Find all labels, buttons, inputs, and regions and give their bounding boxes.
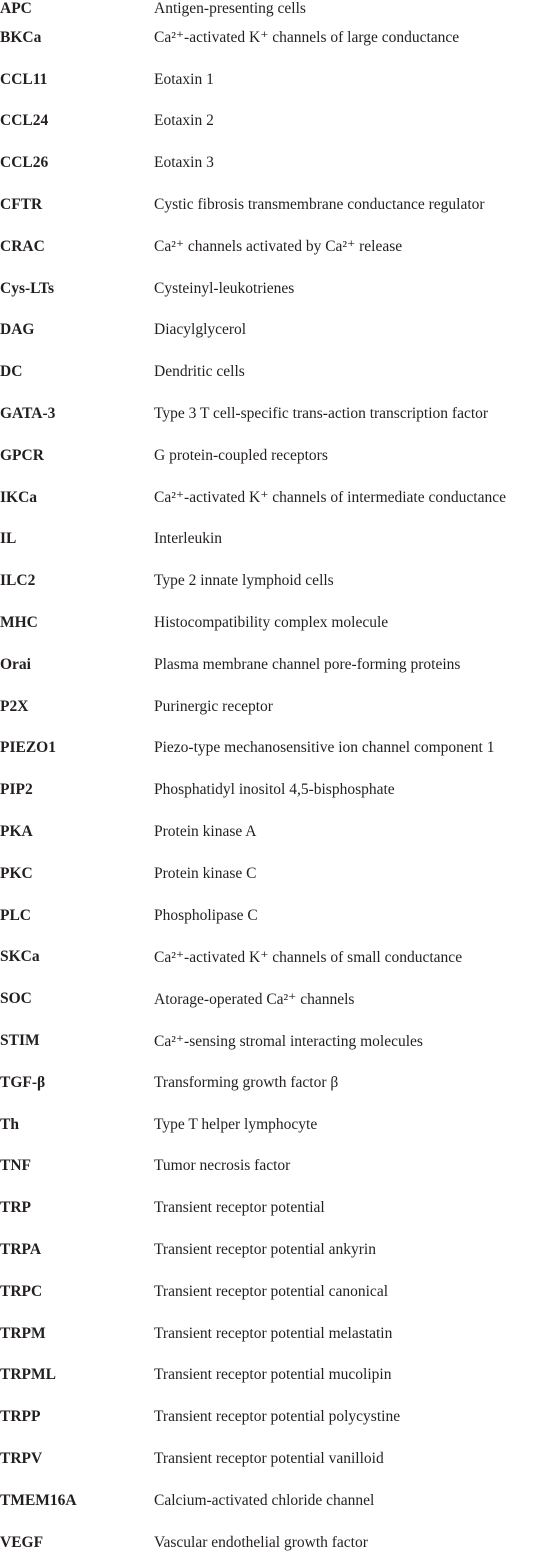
abbreviation: P2X: [0, 697, 29, 715]
abbreviation: IKCa: [0, 488, 38, 506]
table-row: [0, 1062, 558, 1104]
table-row: [0, 1313, 558, 1355]
abbreviation: TRPC: [0, 1282, 43, 1300]
definition: Plasma membrane channel pore-forming proteins: [154, 655, 461, 673]
table-row: [0, 0, 558, 17]
abbreviation: MHC: [0, 614, 38, 632]
abbreviation: PKC: [0, 864, 33, 882]
abbreviation: PLC: [0, 906, 31, 924]
abbreviation: TRPM: [0, 1324, 46, 1342]
table-row: [0, 351, 558, 393]
abbreviation: DC: [0, 363, 23, 381]
table-row: [0, 435, 558, 477]
definition: Ca²⁺-activated K⁺ channels of large conductance: [154, 29, 460, 47]
abbreviation: SOC: [0, 990, 32, 1008]
abbreviation: PKA: [0, 823, 33, 841]
definition: Histocompatibility complex molecule: [154, 614, 389, 632]
abbreviation: CFTR: [0, 196, 43, 214]
definition: Type 3 T cell-specific trans-action transcription factor: [154, 405, 489, 423]
abbreviation: TRPP: [0, 1408, 41, 1426]
table-row: [0, 226, 558, 268]
abbreviation: DAG: [0, 321, 35, 339]
table-row: [0, 1271, 558, 1313]
definition: Ca²⁺-sensing stromal interacting molecules: [154, 1032, 423, 1050]
definition: Phosphatidyl inositol 4,5-bisphosphate: [154, 781, 395, 799]
abbreviation: CCL11: [0, 70, 48, 88]
definition: Ca²⁺-activated K⁺ channels of small conductance: [154, 948, 463, 966]
table-row: [0, 1480, 558, 1522]
definition: Transient receptor potential polycystine: [154, 1408, 401, 1426]
table-row: [0, 1104, 558, 1146]
table-row: [0, 268, 558, 310]
definition: Vascular endothelial growth factor: [154, 1533, 368, 1551]
definition: Ca²⁺ channels activated by Ca²⁺ release: [154, 238, 403, 256]
abbreviation: STIM: [0, 1032, 40, 1050]
definition: Cysteinyl-leukotrienes: [154, 279, 295, 297]
table-row: [0, 519, 558, 561]
definition: Calcium-activated chloride channel: [154, 1491, 375, 1509]
table-row: [0, 477, 558, 519]
definition: Purinergic receptor: [154, 697, 273, 715]
table-row: [0, 978, 558, 1020]
definition: Cystic fibrosis transmembrane conductance regulator: [154, 196, 485, 214]
abbreviation: CCL24: [0, 112, 49, 130]
table-row: [0, 1522, 558, 1563]
table-row: [0, 728, 558, 770]
definition: Eotaxin 1: [154, 70, 214, 88]
definition: Transient receptor potential canonical: [154, 1282, 388, 1300]
abbreviation: CRAC: [0, 237, 45, 255]
abbreviation: TMEM16A: [0, 1491, 77, 1509]
table-row: [0, 853, 558, 895]
abbreviation: TRPV: [0, 1449, 43, 1467]
abbreviation: Th: [0, 1115, 19, 1133]
definition: Eotaxin 2: [154, 112, 214, 130]
table-row: [0, 184, 558, 226]
definition: G protein-coupled receptors: [154, 446, 328, 464]
abbreviation: TRPA: [0, 1241, 42, 1258]
abbreviation: PIEZO1: [0, 739, 56, 757]
table-row: [0, 142, 558, 184]
abbreviation: PIP2: [0, 781, 33, 799]
definition: Interleukin: [154, 530, 223, 548]
table-row: [0, 1396, 558, 1438]
table-row: [0, 602, 558, 644]
abbreviation: TGF-β: [0, 1073, 46, 1091]
abbreviation: ILC2: [0, 572, 36, 590]
table-row: [0, 686, 558, 728]
definition: Diacylglycerol: [154, 321, 247, 339]
definition: Protein kinase C: [154, 864, 257, 882]
abbreviation: Cys-LTs: [0, 279, 55, 297]
abbreviation: CCL26: [0, 154, 49, 172]
table-row: [0, 895, 558, 937]
table-row: [0, 101, 558, 143]
abbreviation: Orai: [0, 655, 31, 673]
table-row: [0, 1146, 558, 1188]
table-row: [0, 811, 558, 853]
table-row: [0, 644, 558, 686]
abbreviation: TNF: [0, 1157, 31, 1175]
table-row: [0, 393, 558, 435]
abbreviation: TRPML: [0, 1366, 56, 1384]
definition: Phospholipase C: [154, 906, 258, 924]
abbreviation: VEGF: [0, 1533, 44, 1551]
abbreviation: GATA-3: [0, 405, 56, 423]
table-row: [0, 1020, 558, 1062]
table-row: [0, 560, 558, 602]
table-row: [0, 310, 558, 352]
definition: Dendritic cells: [154, 363, 245, 381]
definition: Transient receptor potential ankyrin: [154, 1241, 376, 1258]
table-row: [0, 59, 558, 101]
definition: Eotaxin 3: [154, 154, 214, 172]
definition: Protein kinase A: [154, 823, 257, 841]
definition: Transforming growth factor β: [154, 1073, 339, 1091]
abbreviation: BKCa: [0, 28, 42, 46]
abbreviation: APC: [0, 0, 32, 17]
abbreviation: IL: [0, 530, 17, 548]
definition: Ca²⁺-activated K⁺ channels of intermediate conductance: [154, 489, 506, 507]
table-row: [0, 1229, 558, 1271]
table-row: [0, 937, 558, 979]
definition: Transient receptor potential vanilloid: [154, 1449, 384, 1467]
definition: Transient receptor potential melastatin: [154, 1324, 393, 1342]
definition: Type 2 innate lymphoid cells: [154, 572, 334, 590]
definition: Type T helper lymphocyte: [154, 1115, 318, 1133]
table-row: [0, 1355, 558, 1397]
definition: Piezo-type mechanosensitive ion channel component 1: [154, 739, 495, 757]
table-row: [0, 769, 558, 811]
table-row: [0, 17, 558, 59]
abbreviation: TRP: [0, 1199, 31, 1217]
definition: Transient receptor potential mucolipin: [154, 1366, 392, 1384]
table-row: [0, 1438, 558, 1480]
table-row: [0, 1187, 558, 1229]
abbreviation: SKCa: [0, 948, 40, 966]
abbreviation: GPCR: [0, 446, 44, 464]
definition: Antigen-presenting cells: [154, 0, 306, 17]
definition: Tumor necrosis factor: [154, 1157, 291, 1175]
definition: Transient receptor potential: [154, 1199, 325, 1217]
definition: Atorage-operated Ca²⁺ channels: [154, 990, 355, 1008]
